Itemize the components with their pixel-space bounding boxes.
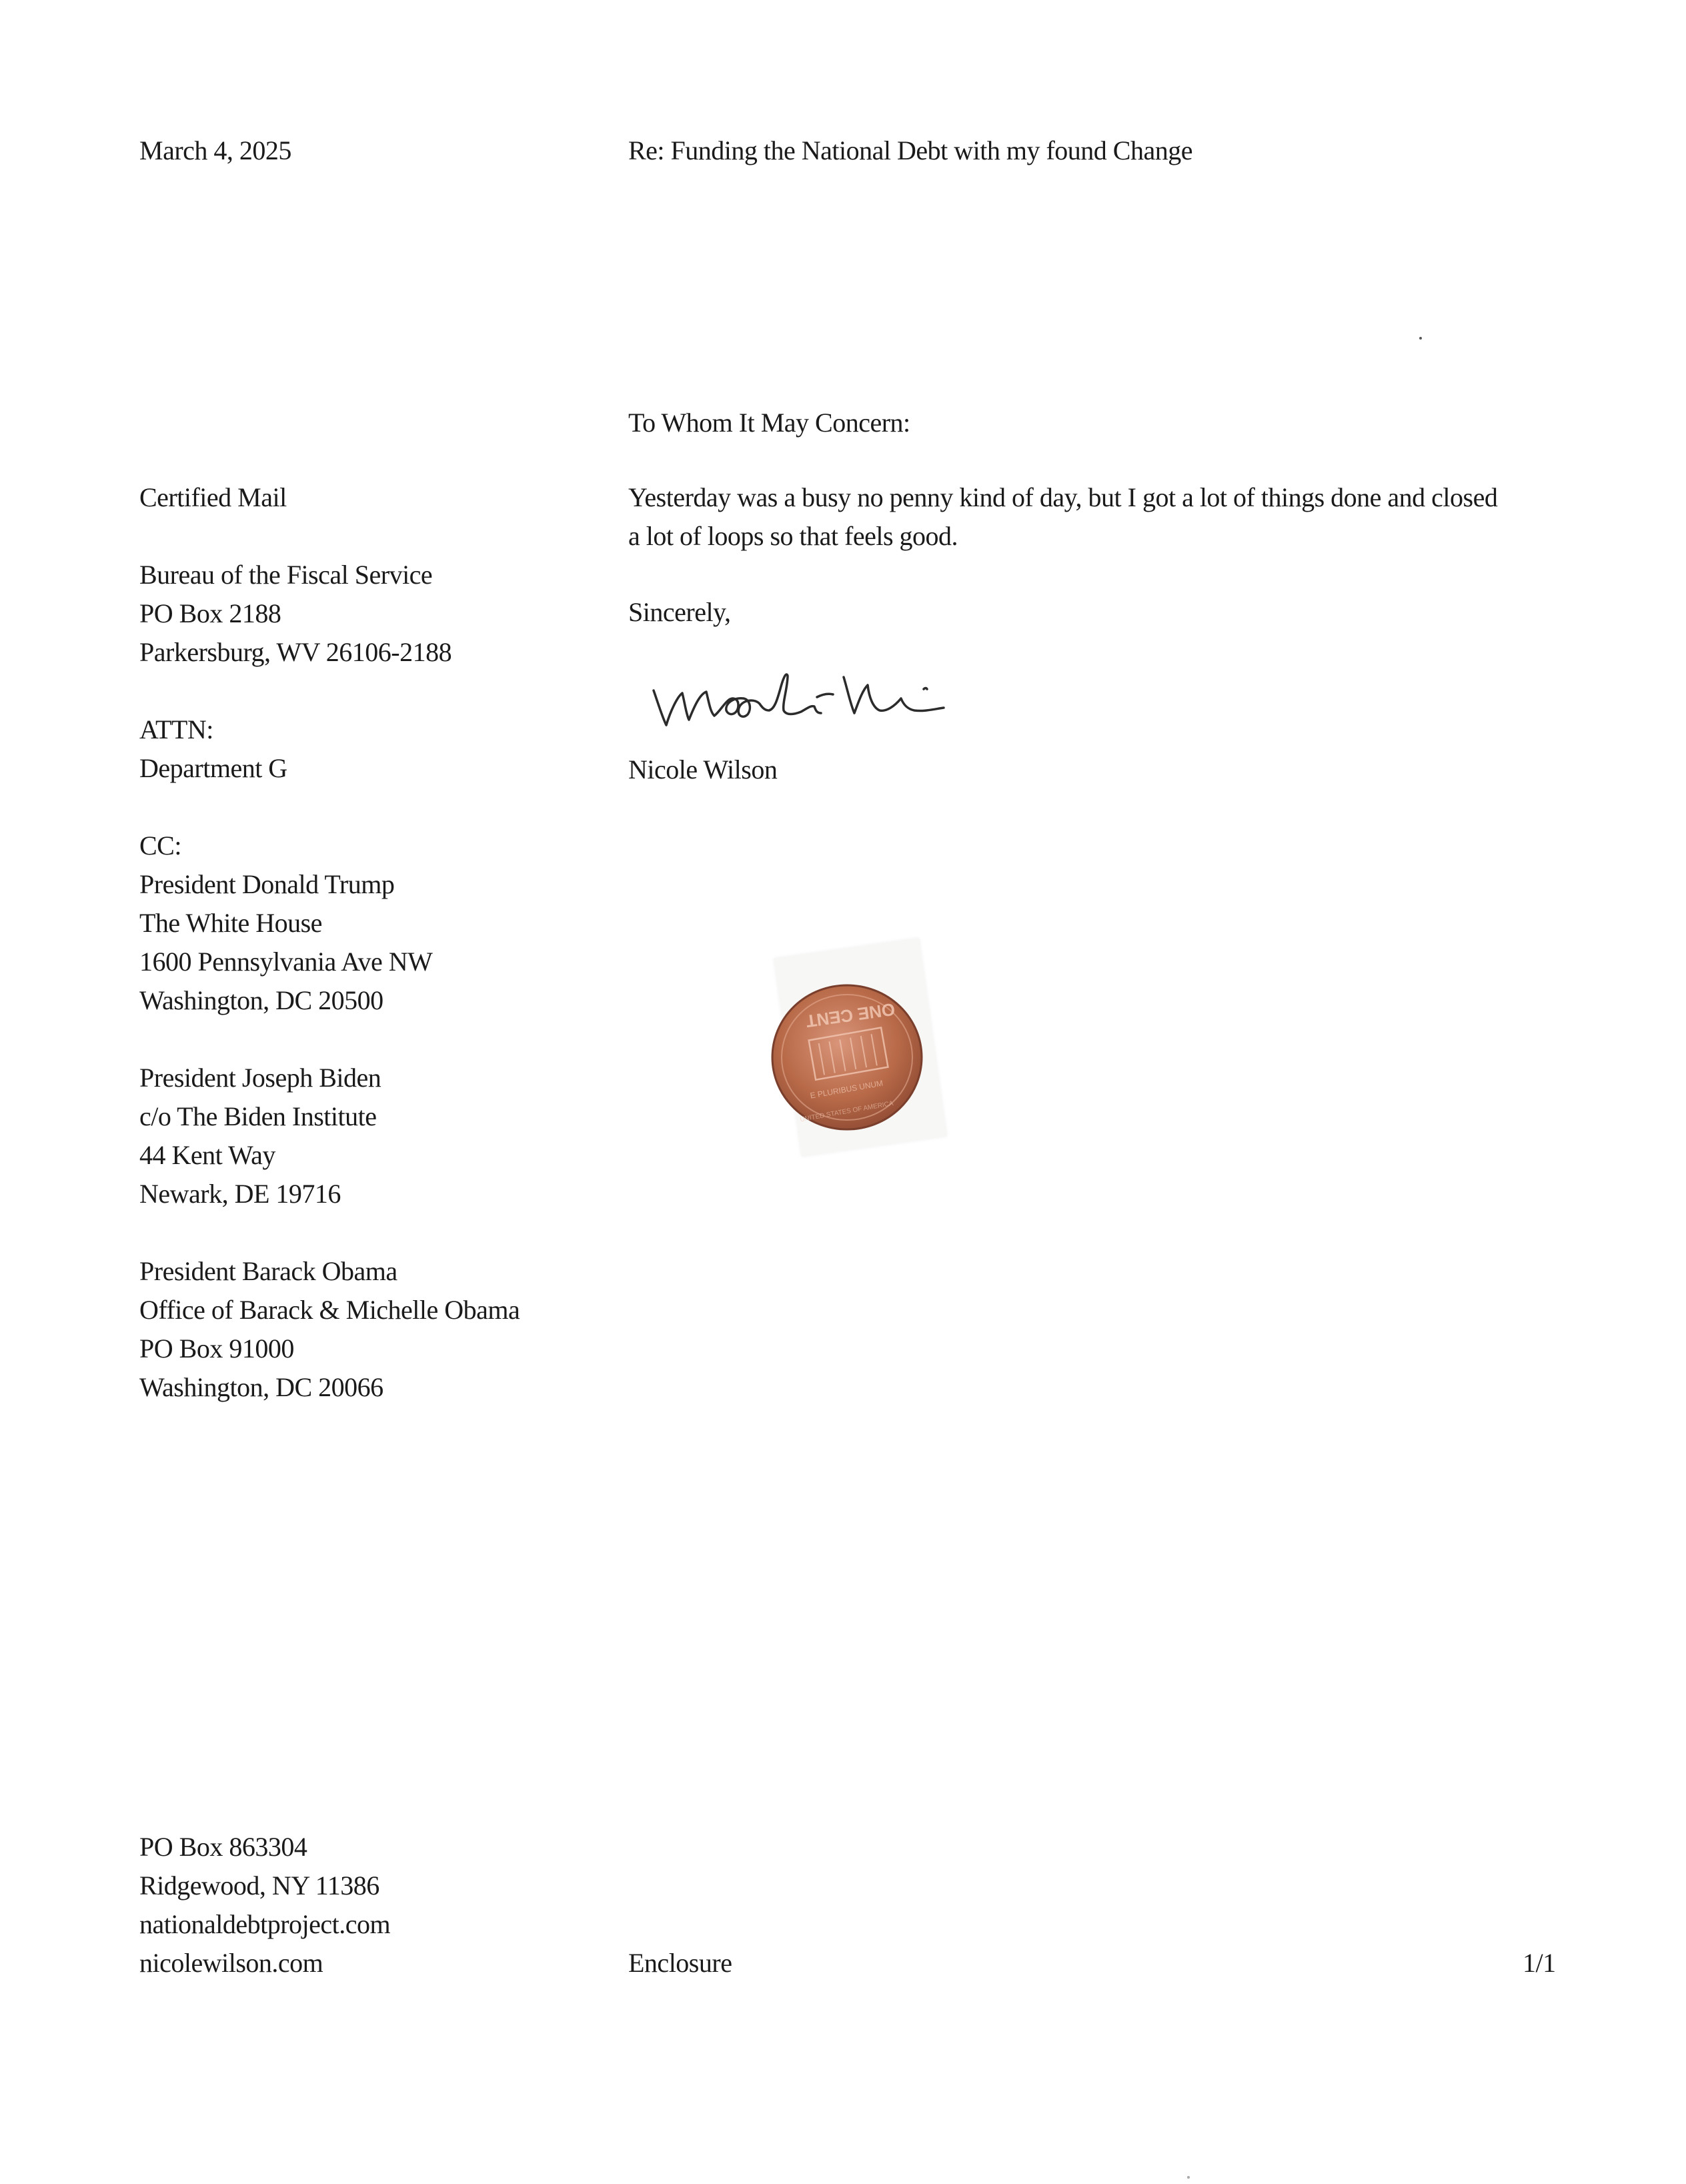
enclosure-label: Enclosure — [628, 1948, 732, 1978]
sender-website: nicolewilson.com — [139, 1948, 323, 1978]
cc-label: CC: — [139, 831, 181, 861]
cc-trump-name: President Donald Trump — [139, 869, 395, 899]
sender-website: nationaldebtproject.com — [139, 1909, 391, 1939]
cc-trump-org: The White House — [139, 908, 322, 938]
cc-biden-street: 44 Kent Way — [139, 1140, 275, 1170]
cc-obama-street: PO Box 91000 — [139, 1333, 294, 1363]
attn-value: Department G — [139, 753, 287, 783]
cc-obama-name: President Barack Obama — [139, 1256, 397, 1286]
enclosed-penny — [760, 947, 947, 1154]
subject-line: Re: Funding the National Debt with my found Change — [628, 135, 1192, 165]
recipient-name: Bureau of the Fiscal Service — [139, 560, 433, 590]
sender-city: Ridgewood, NY 11386 — [139, 1870, 379, 1900]
body-line: a lot of loops so that feels good. — [628, 521, 958, 551]
sender-address — [139, 1828, 390, 1983]
cc-trump-street: 1600 Pennsylvania Ave NW — [139, 947, 433, 977]
sender-po-box: PO Box 863304 — [139, 1832, 307, 1862]
scan-speck — [1187, 2176, 1190, 2179]
penny-coin — [760, 977, 934, 1137]
cc-trump-city: Washington, DC 20500 — [139, 985, 383, 1015]
letter-body — [628, 478, 1497, 556]
cc-biden-org: c/o The Biden Institute — [139, 1101, 377, 1131]
signature — [650, 650, 984, 744]
signer-name: Nicole Wilson — [628, 754, 778, 784]
attn-label: ATTN: — [139, 714, 213, 744]
cc-obama-org: Office of Barack & Michelle Obama — [139, 1295, 520, 1325]
body-line: Yesterday was a busy no penny kind of day, but I got a lot of things done and closed — [628, 482, 1498, 512]
cc-obama-city: Washington, DC 20066 — [139, 1372, 383, 1402]
coin-text-bottom: E PLURIBUS UNUM — [809, 1078, 884, 1101]
page-number: 1/1 — [1523, 1948, 1556, 1978]
recipient-column — [139, 478, 520, 1407]
letter-date: March 4, 2025 — [139, 135, 291, 165]
recipient-address-line: PO Box 2188 — [139, 598, 281, 628]
mail-type: Certified Mail — [139, 482, 287, 512]
cc-biden-city: Newark, DE 19716 — [139, 1179, 341, 1209]
closing: Sincerely, — [628, 597, 731, 627]
recipient-city-line: Parkersburg, WV 26106-2188 — [139, 637, 452, 667]
scan-speck — [1419, 337, 1422, 340]
coin-text-top: ONE CENT — [804, 999, 896, 1032]
cc-biden-name: President Joseph Biden — [139, 1063, 381, 1093]
coin-text-rim: UNITED STATES OF AMERICA — [799, 1099, 894, 1124]
salutation: To Whom It May Concern: — [628, 408, 910, 438]
